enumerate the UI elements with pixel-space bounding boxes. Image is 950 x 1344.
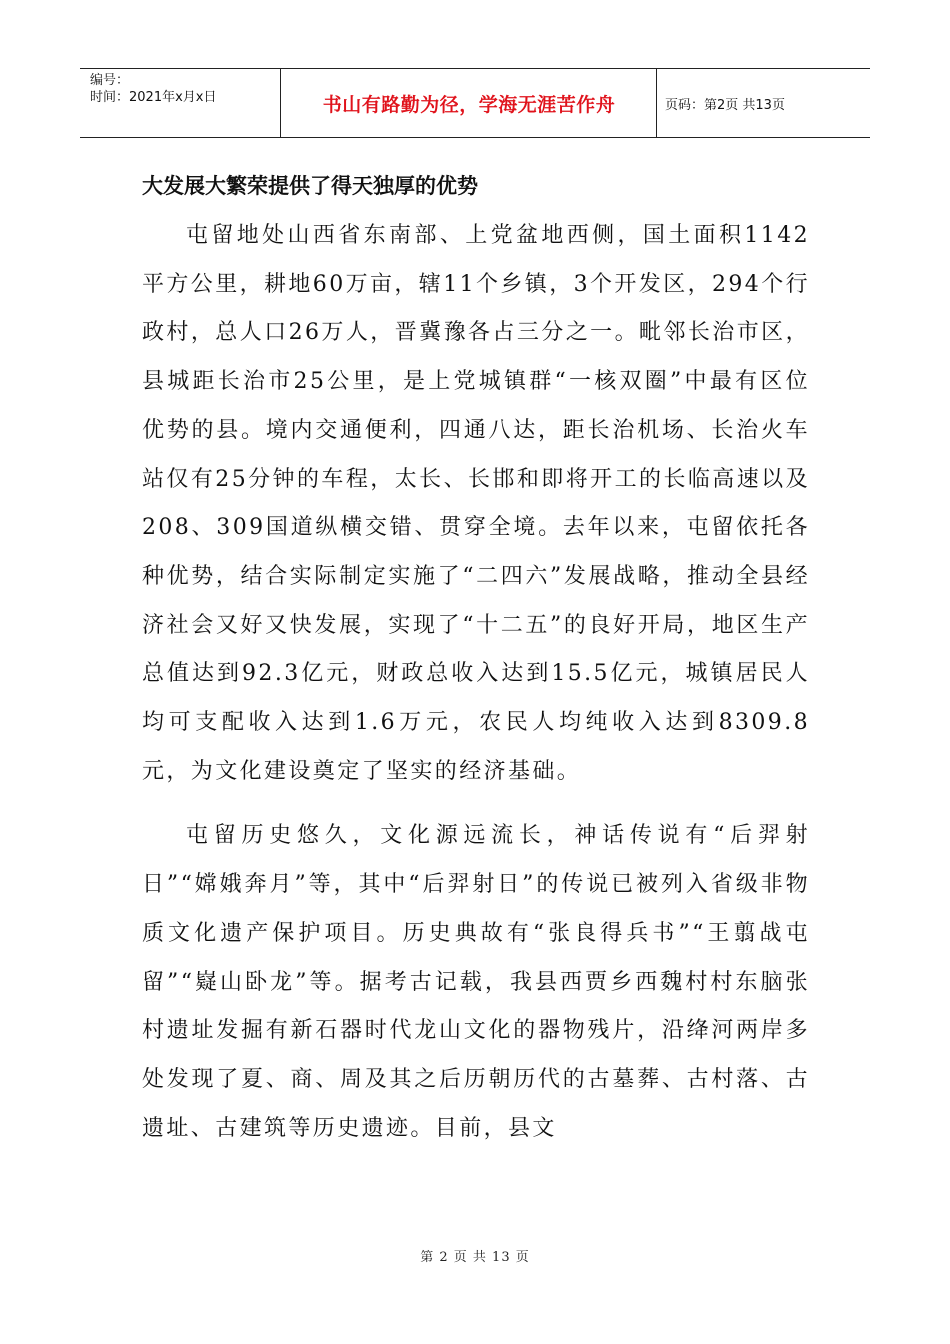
- header-page-code: 页码：第2页 共13页: [665, 97, 785, 113]
- paragraph-1: 屯留地处山西省东南部、上党盆地西侧，国土面积1142平方公里，耕地60万亩，辖11个乡镇，3个开发区，294个行政村，总人口26万人，晋冀豫各占三分之一。毗邻长治市区，县城距长治市25公里，是上党城镇群“一核双圈”中最有区位优势的县。境内交通便利，四通八达，距长治机场、长治火车站仅有25分钟的车程，太长、长邯和即将开工的长临高速以及208、309国道纵横交错、贯穿全境。去年以来，屯留依托各种优势，结合实际制定实施了“二四六”发展战略，推动全县经济社会又好又快发展，实现了“十二五”的良好开局，地区生产总值达到92.3亿元，财政总收入达到15.5亿元，城镇居民人均可支配收入达到1.6万元，农民人均纯收入达到8309.8元，为文化建设奠定了坚实的经济基础。: [142, 223, 810, 784]
- page-footer: 第 2 页 共 13 页: [420, 1250, 530, 1265]
- page-header: [80, 68, 870, 138]
- number-label: 编号：: [90, 73, 130, 88]
- header-motto: 书山有路勤为径，学海无涯苦作舟: [282, 69, 657, 137]
- document-body: [142, 160, 810, 1169]
- time-label: 时间：2021年x月x日: [90, 90, 217, 105]
- section-heading: 大发展大繁荣提供了得天独厚的优势: [142, 174, 478, 198]
- paragraph-2: 屯留历史悠久，文化源远流长，神话传说有“后羿射日”“嫦娥奔月”等，其中“后羿射日”的传说已被列入省级非物质文化遗产保护项目。历史典故有“张良得兵书”“王翦战屯留”“嶷山卧龙”等。据考古记载，我县西贾乡西魏村村东脑张村遗址发掘有新石器时代龙山文化的器物残片，沿绛河两岸多处发现了夏、商、周及其之后历朝历代的古墓葬、古村落、古遗址、古建筑等历史遗迹。目前，县文: [142, 823, 810, 1141]
- header-info-cell: [80, 69, 281, 137]
